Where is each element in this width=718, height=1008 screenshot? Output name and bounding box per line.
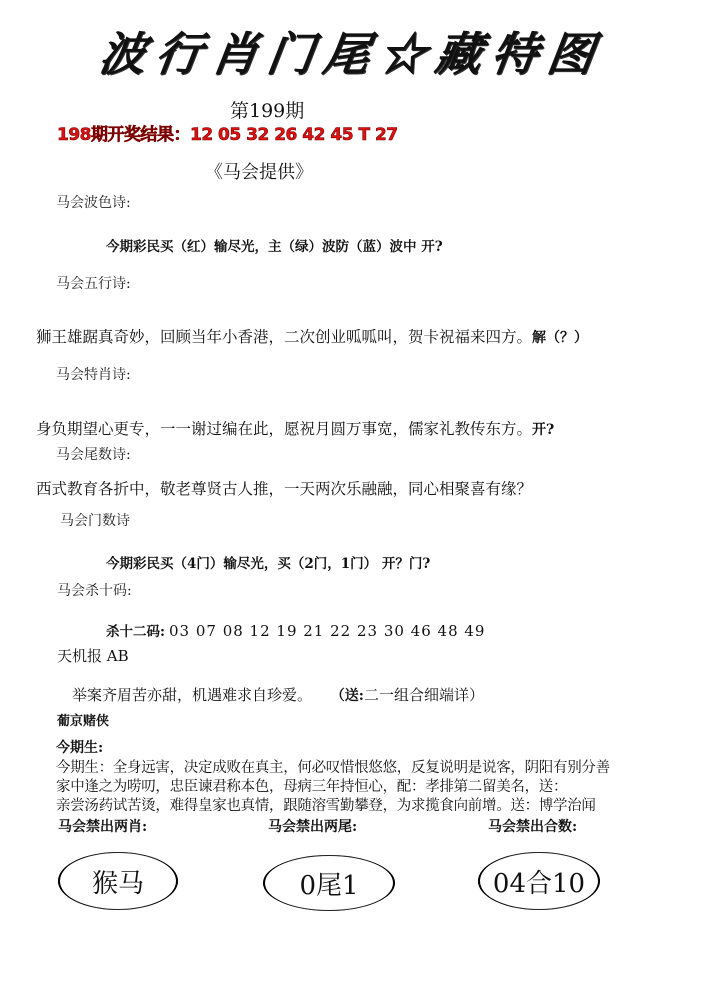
ban-sum-label: 马会禁出合数:: [488, 819, 578, 835]
five-text: 狮王雄踞真奇妙，回顾当年小香港，二次创业呱呱叫，贺卡祝福来四方。: [36, 328, 533, 346]
ban-zodiac-value: 猴马: [91, 868, 144, 899]
banner-title: 波行肖门尾☆藏特图: [95, 27, 608, 81]
ban-tail-value: 0尾1: [299, 870, 359, 901]
tail-label: 马会尾数诗:: [56, 447, 131, 463]
lottery-result: 198期开奖结果：12 05 32 26 42 45 T 27: [57, 125, 398, 145]
ban-sum-oval: [478, 852, 600, 910]
door-text: 今期彩民买（4门）输尽光，买（2门，1门） 开？门?: [106, 556, 431, 572]
jinqi-title: 今期生:: [56, 740, 104, 756]
door-label: 马会门数诗: [60, 513, 130, 529]
zodiac-label: 马会特肖诗:: [56, 367, 131, 383]
jinqi-line-1: 今期生：全身远害，决定成败在真主，何必叹惜恨悠悠，反复说明是说客，阴阳有别分善: [56, 760, 610, 776]
ban-zodiac-oval: [58, 852, 178, 910]
five-poem: [36, 325, 588, 347]
ban-tail-label: 马会禁出两尾:: [268, 819, 358, 835]
juan-text: 举案齐眉苦亦甜，机遇难求自珍爱。: [72, 686, 313, 704]
provider-note: 《马会提供》: [205, 162, 313, 183]
jinqi-line-2: 家中逢之为唠叨，忠臣谏君称本色，母病三年持恒心，配：孝排第二留美名，送：: [56, 779, 568, 795]
five-label: 马会五行诗:: [56, 276, 131, 292]
five-suffix: 解（？）: [532, 330, 589, 346]
kill-label: 马会杀十码:: [57, 583, 132, 599]
ban-tail-oval: [263, 855, 395, 911]
juan-send-rest: 二一组合细端详）: [363, 686, 484, 704]
juan-send: （送:: [330, 688, 364, 704]
kill-numbers-row: [106, 620, 485, 640]
kill-title: 杀十二码:: [106, 624, 165, 640]
jinqi-line-3: 亲尝汤药试苦烫，难得皇家也真情，跟随溶雪勤攀登，为求揽食向前增。送：博学治闻: [56, 798, 596, 814]
ban-zodiac-label: 马会禁出两肖:: [58, 819, 148, 835]
tail-text: 西式教育各折中，敬老尊贤古人推，一天两次乐融融，同心相聚喜有缘？: [36, 480, 533, 498]
wave-label: 马会波色诗:: [56, 195, 131, 211]
zodiac-text: 身负期望心更专，一一谢过编在此，愿祝月圆万事宽，儒家礼教传东方。: [36, 420, 533, 438]
juan-line: [72, 684, 484, 705]
tianji-label: 天机报 AB: [57, 647, 129, 665]
pujing-label: 葡京赌侠: [57, 714, 110, 729]
zodiac-poem: [36, 417, 554, 439]
wave-text: 今期彩民买（红）输尽光，主（绿）波防（蓝）波中 开?: [106, 239, 443, 255]
ban-sum-value: 04合10: [492, 868, 586, 899]
zodiac-suffix: 开?: [532, 422, 555, 438]
kill-numbers: 03 07 08 12 19 21 22 23 30 46 48 49: [168, 622, 486, 640]
issue-number: 第199期: [230, 100, 305, 122]
